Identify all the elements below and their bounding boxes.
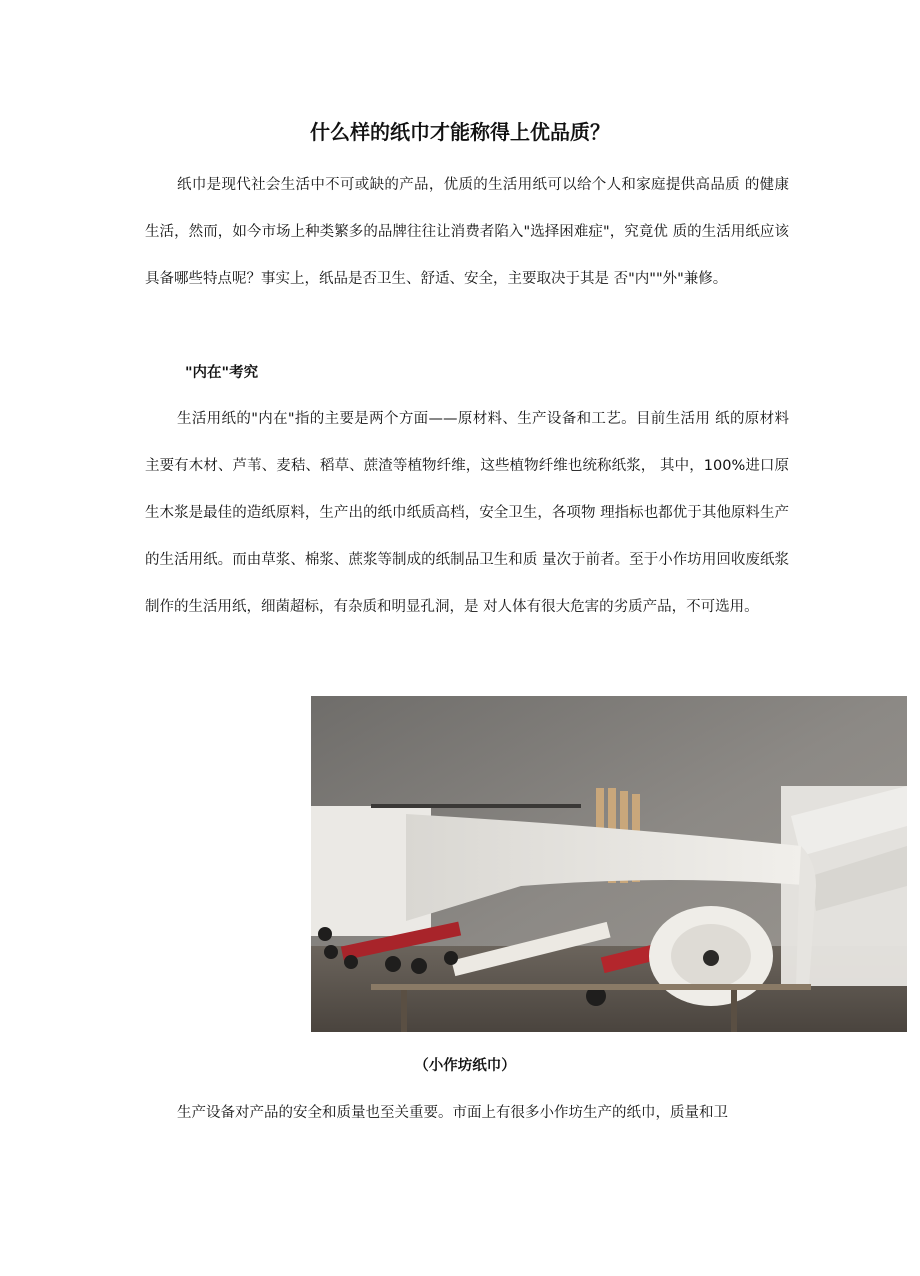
closing-paragraph: 生产设备对产品的安全和质量也至关重要。市面上有很多小作坊生产的纸巾，质量和卫: [177, 1105, 728, 1121]
document-title: 什么样的纸巾才能称得上优品质？: [310, 120, 610, 144]
intro-paragraph: 纸巾是现代社会生活中不可或缺的产品，优质的生活用纸可以给个人和家庭提供高品质 的健康生活，然而，如今市场上种类繁多的品牌往往让消费者陷入"选择困难症"，究竟优 质的生活用纸应该具备哪些特点呢？事实上，纸品是否卫生、舒适、安全，主要取决于其是 否"内""外"兼修。: [145, 177, 789, 287]
workshop-paper-machine-photo: [311, 696, 907, 1032]
photo-caption: （小作坊纸巾）: [414, 1058, 516, 1074]
section-paragraph: 生活用纸的"内在"指的主要是两个方面——原材料、生产设备和工艺。目前生活用 纸的原材料主要有木材、芦苇、麦秸、稻草、蔗渣等植物纤维，这些植物纤维也统称纸浆， 其中，100%进口原生木浆是最佳的造纸原料，生产出的纸巾纸质高档，安全卫生，各项物 理指标也都优于其他原料生产的生活用纸。而由草浆、棉浆、蔗浆等制成的纸制品卫生和质 量次于前者。至于小作坊用回收废纸浆制作的生活用纸，细菌超标，有杂质和明显孔洞，是 对人体有很大危害的劣质产品，不可选用。: [145, 411, 789, 615]
section-heading: "内在"考究: [185, 365, 259, 381]
